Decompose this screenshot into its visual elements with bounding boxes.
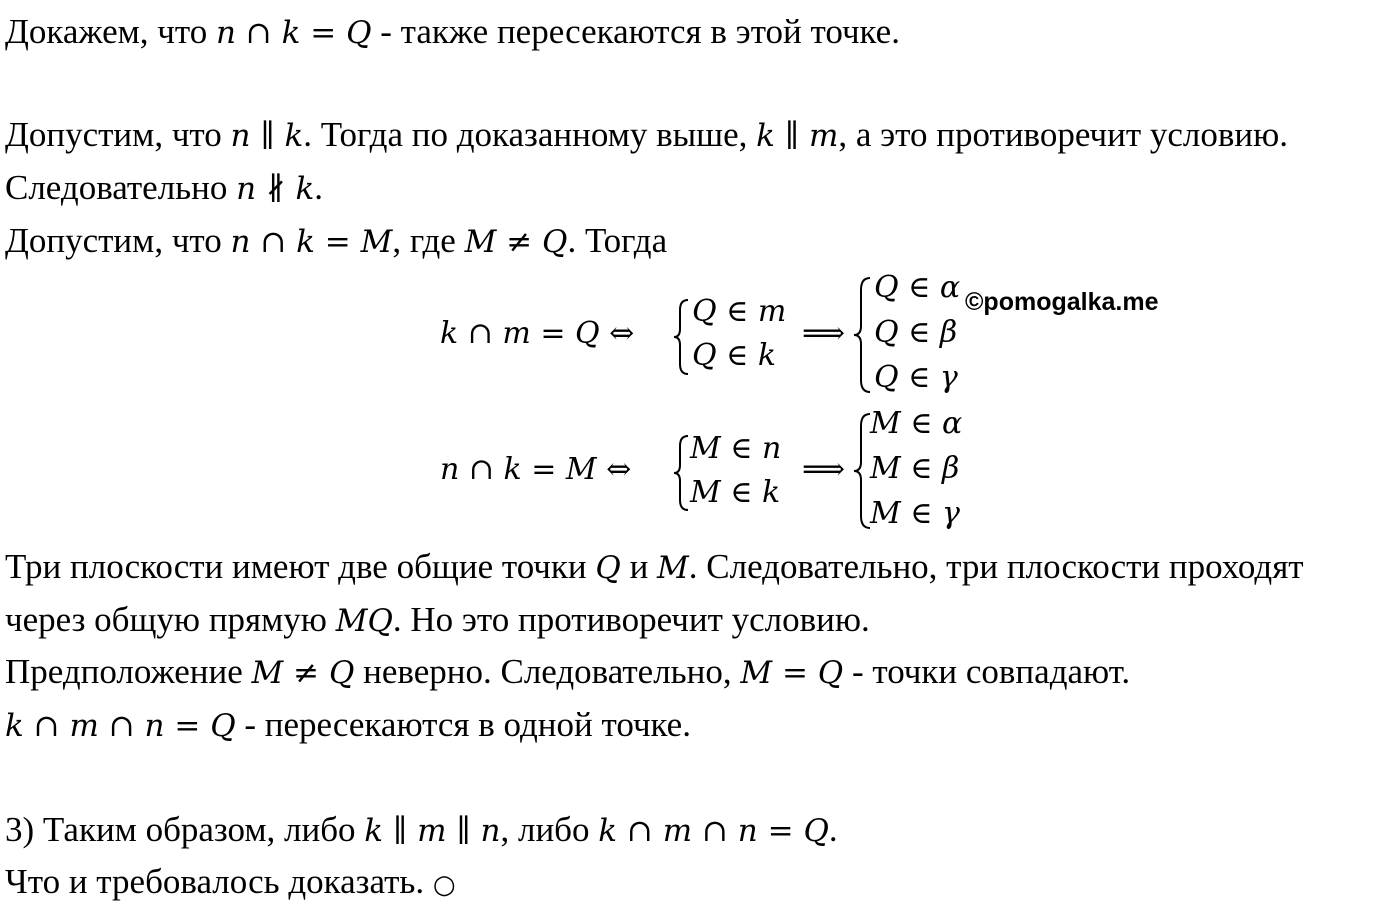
text: и [620, 547, 658, 586]
proof-line-7 [5, 650, 1130, 695]
math-expression: k ∥ m ∥ n [364, 813, 501, 849]
system-row: Q ∈ k [692, 338, 777, 373]
left-brace [852, 412, 872, 530]
text: , где [392, 221, 465, 260]
text: . [828, 810, 838, 849]
proof-line-6 [5, 598, 870, 643]
math-expression: n ∦ k [236, 171, 315, 207]
left-brace [672, 298, 690, 376]
proof-line-9 [5, 808, 838, 853]
text: Допустим, что [5, 115, 231, 154]
proof-line-1 [5, 10, 900, 55]
text: - также пересекаются в этой точке. [371, 12, 900, 51]
system-row: M ∈ β [870, 451, 960, 486]
text: , а это противоречит условию. [838, 115, 1289, 154]
text: Три плоскости имеют две общие точки [5, 547, 596, 586]
system-row: M ∈ n [690, 431, 782, 466]
system-row: M ∈ k [690, 475, 781, 510]
left-brace [852, 276, 872, 394]
proof-line-5 [5, 545, 1304, 590]
system-row: M ∈ α [870, 406, 963, 441]
math-expression: M ≠ Q [251, 655, 355, 691]
text: Следовательно [5, 168, 237, 207]
system-lhs: n ∩ k = M ⇔ [440, 452, 632, 487]
math-expression: M ≠ Q [464, 224, 568, 260]
watermark-logo: ©pomogalka.me [965, 288, 1159, 316]
math-expression: n ∩ k = Q [215, 15, 372, 51]
proof-line-4 [5, 219, 667, 264]
math-expression: n ∩ k = M [230, 224, 393, 260]
text: через общую прямую [5, 600, 336, 639]
system-row: Q ∈ β [874, 315, 958, 350]
system-row: Q ∈ α [874, 270, 961, 305]
text: Докажем, что [5, 12, 216, 51]
text: неверно. Следовательно, [354, 652, 741, 691]
proof-line-3 [5, 166, 323, 211]
math-expression: MQ [335, 603, 393, 639]
proof-line-8 [5, 703, 691, 748]
left-brace [672, 434, 690, 512]
system-row: M ∈ γ [870, 496, 960, 531]
text: 3) Таким образом, либо [5, 810, 365, 849]
math-expression: M = Q [740, 655, 844, 691]
text: Предположение [5, 652, 252, 691]
system-lhs: k ∩ m = Q ⇔ [440, 316, 635, 351]
math-expression: M [657, 550, 689, 586]
math-expression: Q [595, 550, 621, 586]
proof-line-10 [5, 860, 456, 907]
math-expression: n ∥ k [230, 118, 304, 154]
text: . Тогда по доказанному выше, [303, 115, 757, 154]
text: . Тогда [567, 221, 668, 260]
math-expression: k ∩ m ∩ n = Q [5, 708, 236, 744]
text: . Следовательно, три плоскости проходят [688, 547, 1304, 586]
proof-line-2 [5, 113, 1288, 158]
system-row: Q ∈ γ [874, 360, 958, 395]
math-expression: k ∩ m ∩ n = Q [598, 813, 829, 849]
end-of-proof-mark: ○ [432, 870, 456, 900]
implies-arrow: ⟹ [802, 316, 846, 351]
text: , либо [500, 810, 599, 849]
implies-arrow: ⟹ [802, 452, 846, 487]
text: - пересекаются в одной точке. [235, 705, 691, 744]
text: . Но это противоречит условию. [392, 600, 870, 639]
system-row: Q ∈ m [692, 294, 787, 329]
text: Что и требовалось доказать. [5, 862, 433, 901]
text: . [314, 168, 323, 207]
math-expression: k ∥ m [756, 118, 839, 154]
text: - точки совпадают. [843, 652, 1131, 691]
text: Допустим, что [5, 221, 231, 260]
